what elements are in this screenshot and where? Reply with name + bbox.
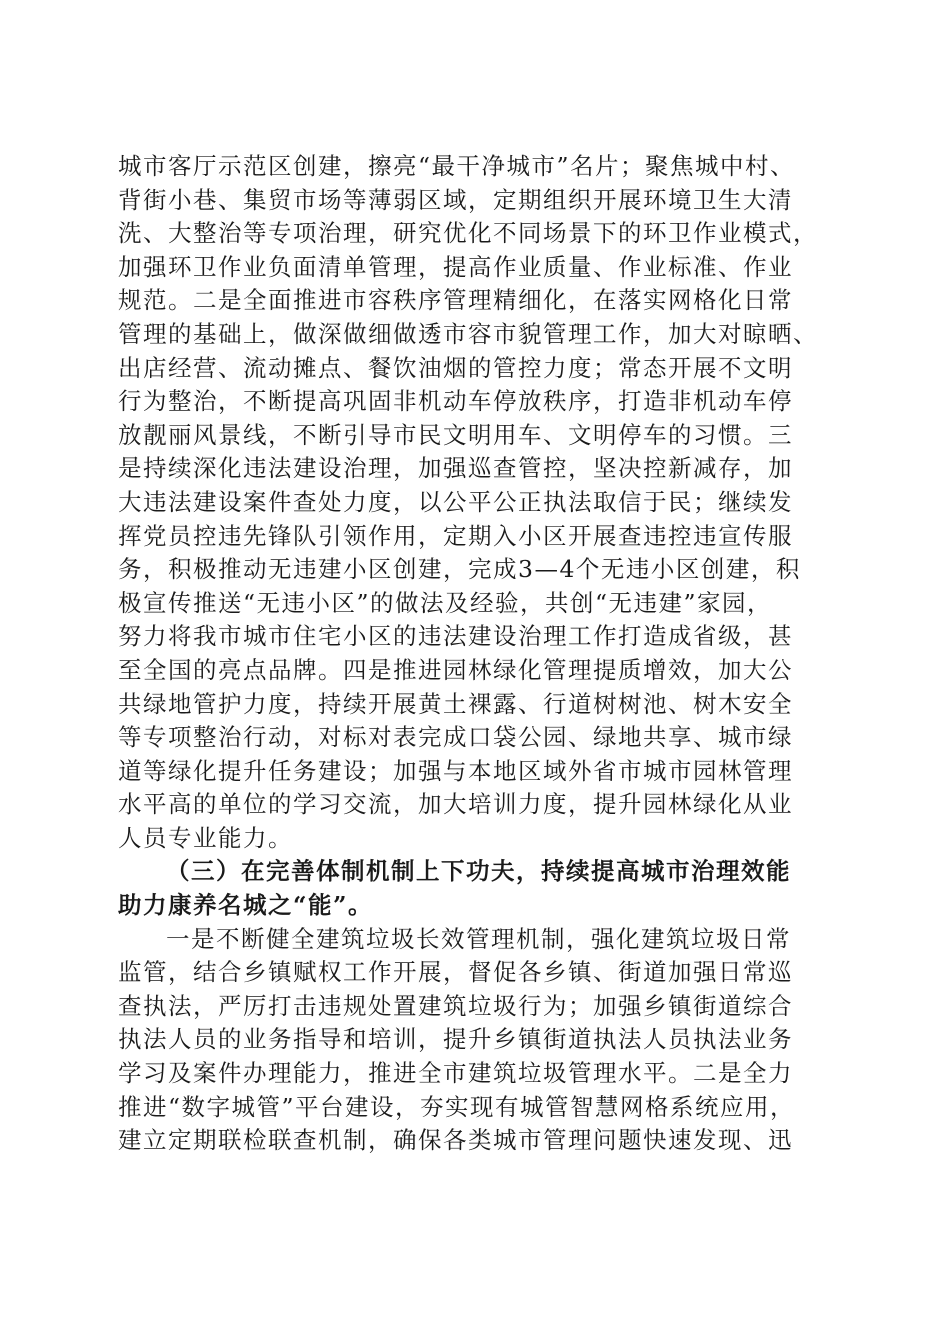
paragraph-1 <box>118 150 838 855</box>
paragraph-line: 推进“数字城管”平台建设，夯实现有城管智慧网格系统应用， <box>118 1092 796 1121</box>
paragraph-2 <box>118 923 838 1158</box>
paragraph-line: 至全国的亮点品牌。四是推进园林绿化管理提质增效，加大公 <box>118 655 793 684</box>
paragraph-line: 大违法建设案件查处力度，以公平公正执法取信于民；继续发 <box>118 487 793 516</box>
paragraph-line: 放靓丽风景线，不断引导市民文明用车、文明停车的习惯。三 <box>118 420 793 449</box>
heading-line: 助力康养名城之“能”。 <box>118 891 374 920</box>
paragraph-line: 道等绿化提升任务建设；加强与本地区域外省市城市园林管理 <box>118 756 793 785</box>
paragraph-line: 出店经营、流动摊点、餐饮油烟的管控力度；常态开展不文明 <box>118 353 793 382</box>
paragraph-line: 洗、大整治等专项治理，研究优化不同场景下的环卫作业模式， <box>118 219 818 248</box>
section-heading <box>118 855 838 922</box>
paragraph-line: 管理的基础上，做深做细做透市容市貌管理工作，加大对晾晒、 <box>118 319 818 348</box>
body-text <box>118 150 838 1158</box>
paragraph-line: 努力将我市城市住宅小区的违法建设治理工作打造成省级，甚 <box>118 622 793 651</box>
paragraph-line: 背街小巷、集贸市场等薄弱区域，定期组织开展环境卫生大清 <box>118 185 793 214</box>
paragraph-line: 学习及案件办理能力，推进全市建筑垃圾管理水平。二是全力 <box>118 1059 793 1088</box>
paragraph-line: 共绿地管护力度，持续开展黄土裸露、行道树树池、树木安全 <box>118 689 793 718</box>
paragraph-line: 监管，结合乡镇赋权工作开展，督促各乡镇、街道加强日常巡 <box>118 958 793 987</box>
paragraph-line: 加强环卫作业负面清单管理，提高作业质量、作业标准、作业 <box>118 252 793 281</box>
paragraph-line: 执法人员的业务指导和培训，提升乡镇街道执法人员执法业务 <box>118 1025 793 1054</box>
paragraph-line: 水平高的单位的学习交流，加大培训力度，提升园林绿化从业 <box>118 790 793 819</box>
paragraph-line: 城市客厅示范区创建，擦亮“最干净城市”名片；聚焦城中村、 <box>118 152 796 180</box>
paragraph-line: 是持续深化违法建设治理，加强巡查管控，坚决控新减存，加 <box>118 454 793 483</box>
paragraph-line: 行为整治，不断提高巩固非机动车停放秩序，打造非机动车停 <box>118 387 793 416</box>
paragraph-line: 一是不断健全建筑垃圾长效管理机制，强化建筑垃圾日常 <box>166 924 791 953</box>
paragraph-line: 务，积极推动无违建小区创建，完成3—4个无违小区创建，积 <box>118 555 801 584</box>
heading-line: （三）在完善体制机制上下功夫，持续提高城市治理效能 <box>166 857 791 886</box>
paragraph-line: 人员专业能力。 <box>118 823 293 852</box>
paragraph-line: 查执法，严厉打击违规处置建筑垃圾行为；加强乡镇街道综合 <box>118 991 793 1020</box>
paragraph-line: 极宣传推送“无违小区”的做法及经验，共创“无违建”家园， <box>118 588 773 617</box>
paragraph-line: 建立定期联检联查机制，确保各类城市管理问题快速发现、迅 <box>118 1126 793 1155</box>
paragraph-line: 等专项整治行动，对标对表完成口袋公园、绿地共享、城市绿 <box>118 723 793 752</box>
paragraph-line: 挥党员控违先锋队引领作用，定期入小区开展查违控违宣传服 <box>118 521 793 550</box>
paragraph-line: 规范。二是全面推进市容秩序管理精细化，在落实网格化日常 <box>118 286 793 315</box>
